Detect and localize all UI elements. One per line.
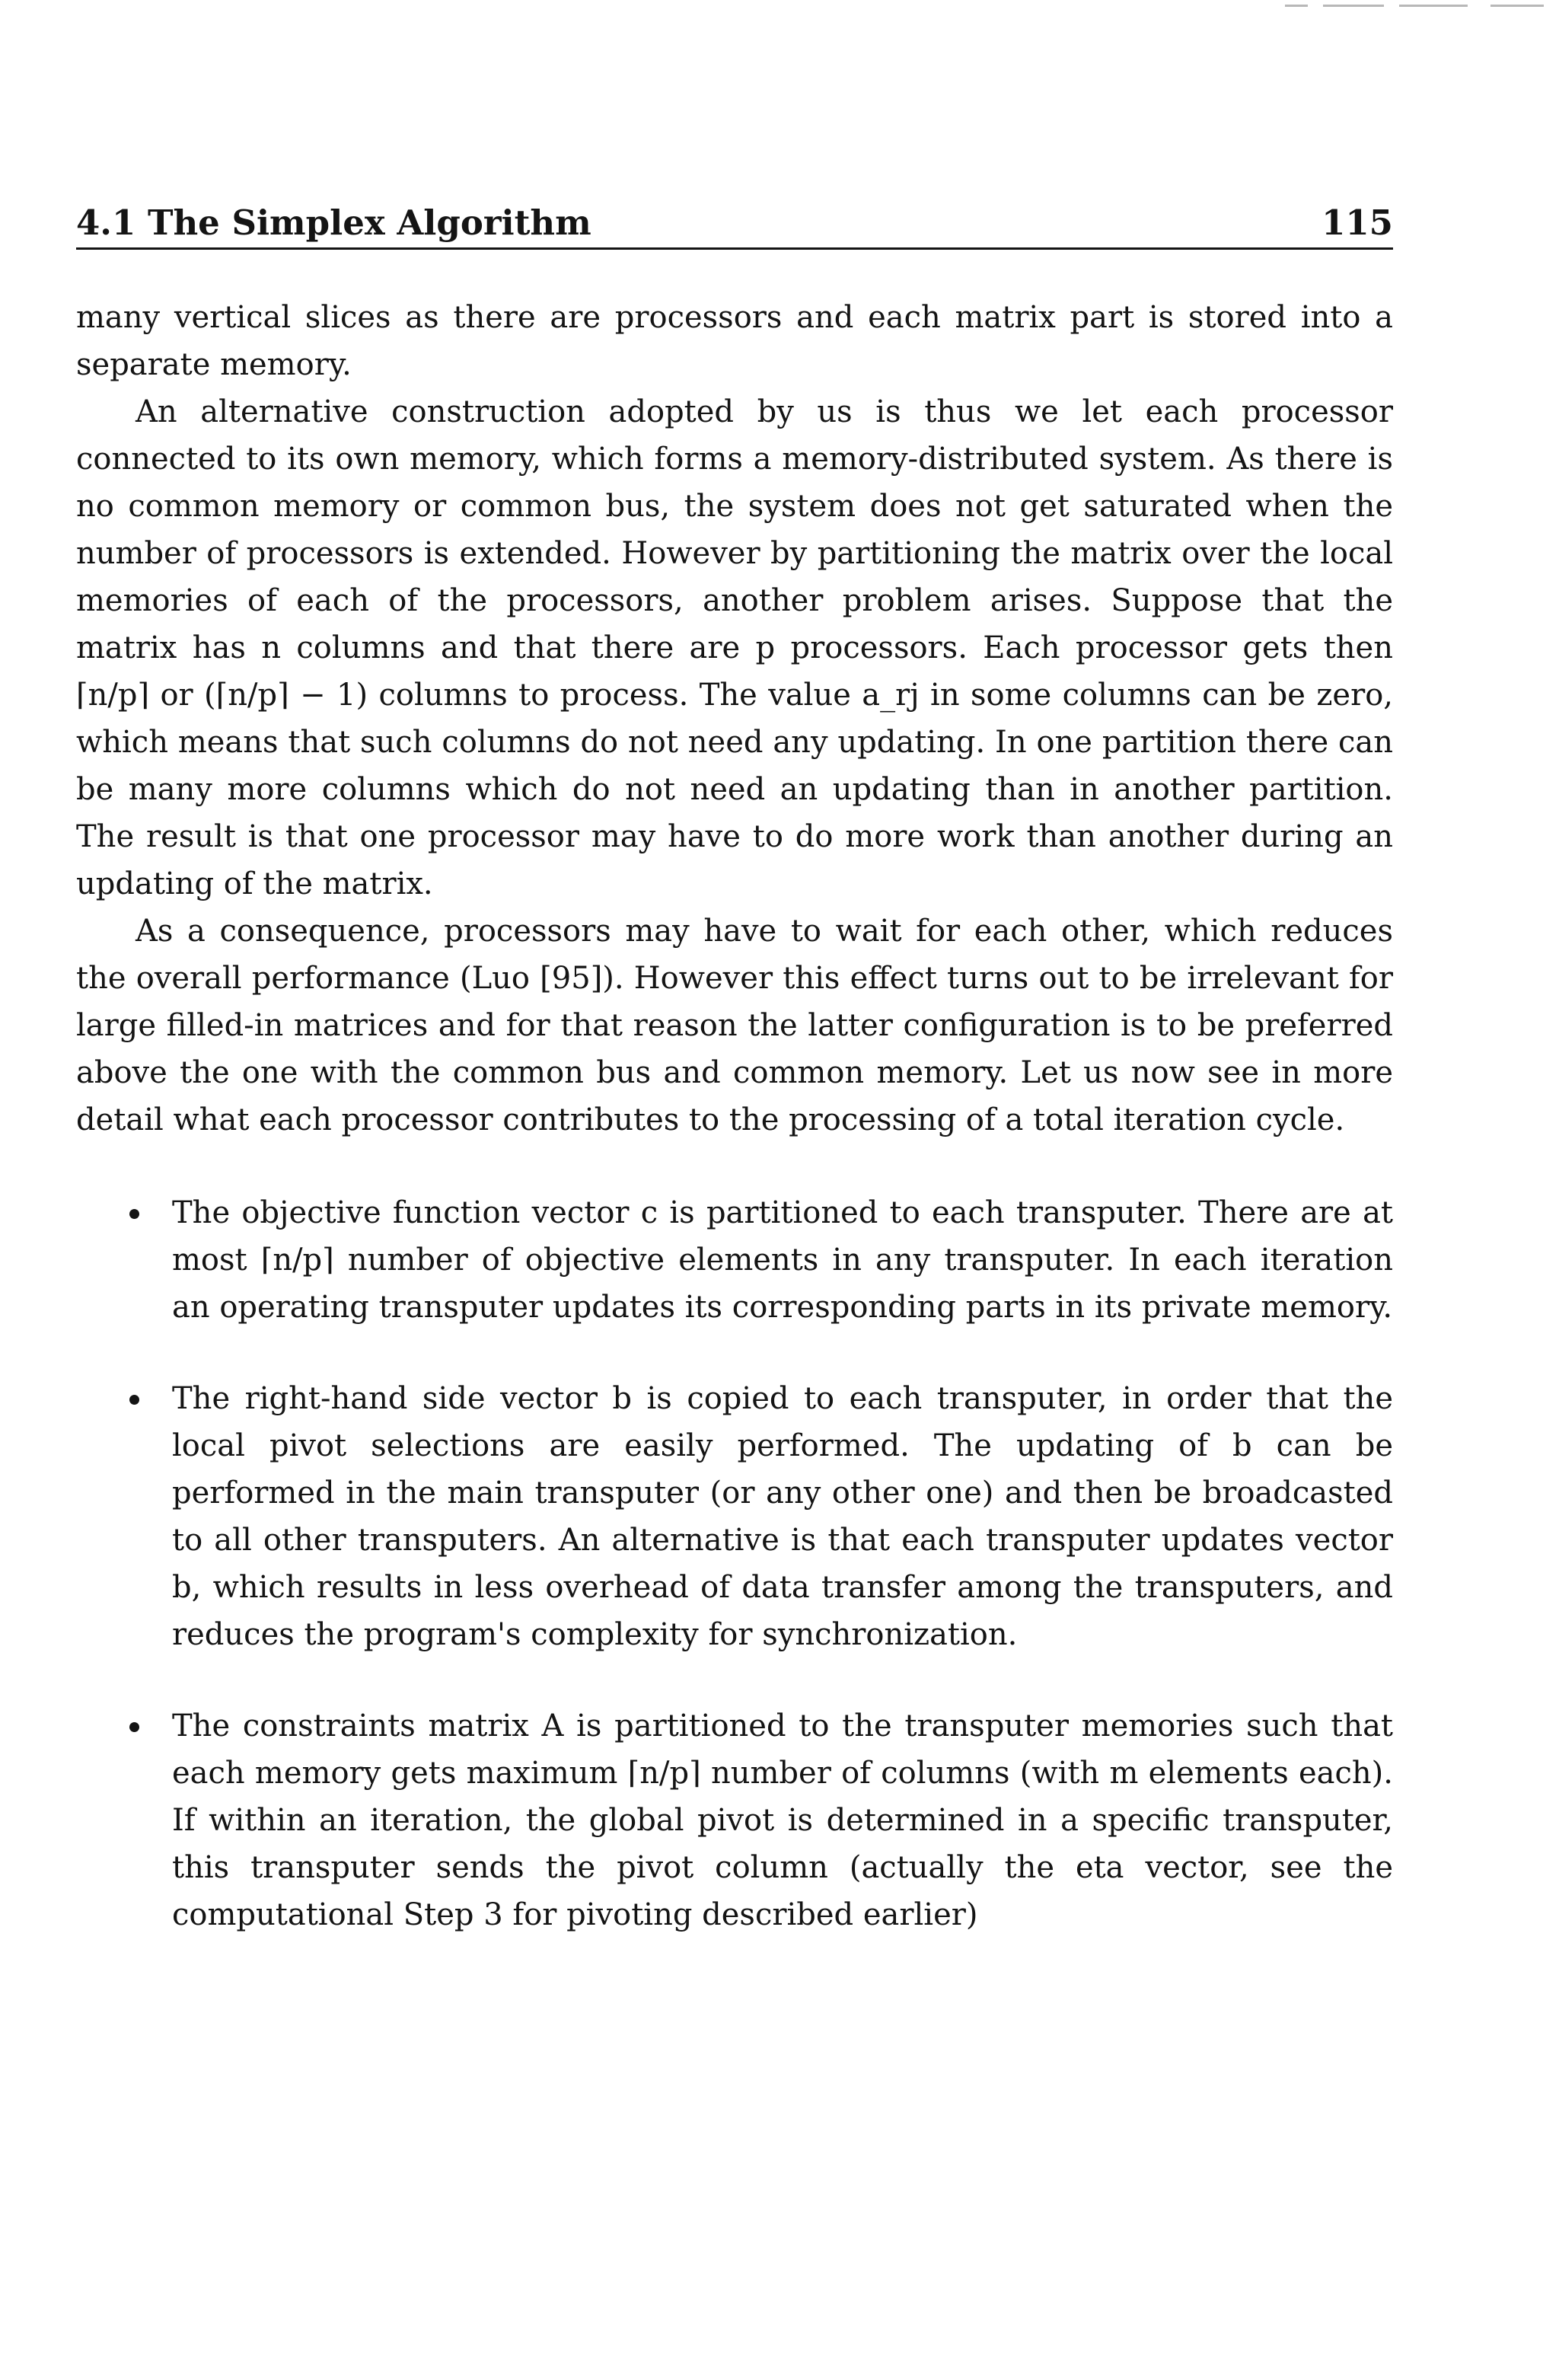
list-item <box>76 1375 1393 1658</box>
bullet-icon <box>129 1209 139 1219</box>
paragraph-continued: many vertical slices as there are processors and each matrix part is stored into a separate memory. <box>76 300 1393 382</box>
bullet-list <box>76 1189 1393 1938</box>
scan-corner-marks <box>1285 5 1559 9</box>
bullet-text: The objective function vector c is partitioned to each transputer. There are at most ⌈n/p⌉ number of objective elements in any transputer. In each iteration an operating transputer updates its corresponding parts in its private memory. <box>172 1195 1393 1325</box>
running-header <box>76 203 1393 250</box>
paragraph-consequence: As a consequence, processors may have to wait for each other, which reduces the overall performance (Luo [95]). However this effect turns out to be irrelevant for large filled-in matrices and for that reason the latter configuration is to be preferred above the one with the common bus and common memory. Let us now see in more detail what each processor contributes to the processing of a total iteration cycle. <box>76 914 1393 1137</box>
book-page <box>76 203 1393 1983</box>
bullet-text: The constraints matrix A is partitioned to the transputer memories such that each memory gets maximum ⌈n/p⌉ number of columns (with m elements each). If within an iteration, the global pivot is determined in a specific transputer, this transputer sends the pivot column (actually the eta vector, see the computational Step 3 for pivoting described earlier) <box>172 1708 1393 1932</box>
bullet-icon <box>129 1722 139 1732</box>
bullet-text: The right-hand side vector b is copied to each transputer, in order that the local pivot selections are easily performed. The updating of b can be performed in the main transputer (or any other one) and then be broadcasted to all other transputers. An alternative is that each transputer updates vector b, which results in less overhead of data transfer among the transputers, and reduces the program's complexity for synchronization. <box>172 1381 1393 1652</box>
section-title: 4.1 The Simplex Algorithm <box>76 203 591 243</box>
list-item <box>76 1189 1393 1331</box>
bullet-icon <box>129 1395 139 1405</box>
main-text <box>76 294 1393 1938</box>
page-number: 115 <box>1321 203 1393 243</box>
list-item <box>76 1702 1393 1938</box>
paragraph-alternative-construction: An alternative construction adopted by us is thus we let each processor connected to its own memory, which forms a memory-distributed system. As there is no common memory or common bus, the system does not get saturated when the number of processors is extended. However by partitioning the matrix over the local memories of each of the processors, another problem arises. Suppose that the matrix has n columns and that there are p processors. Each processor gets then ⌈n/p⌉ or (⌈n/p⌉ − 1) columns to process. The value a_rj in some columns can be zero, which means that such columns do not need any updating. In one partition there can be many more columns which do not need an updating than in another partition. The result is that one processor may have to do more work than another during an updating of the matrix. <box>76 394 1393 901</box>
